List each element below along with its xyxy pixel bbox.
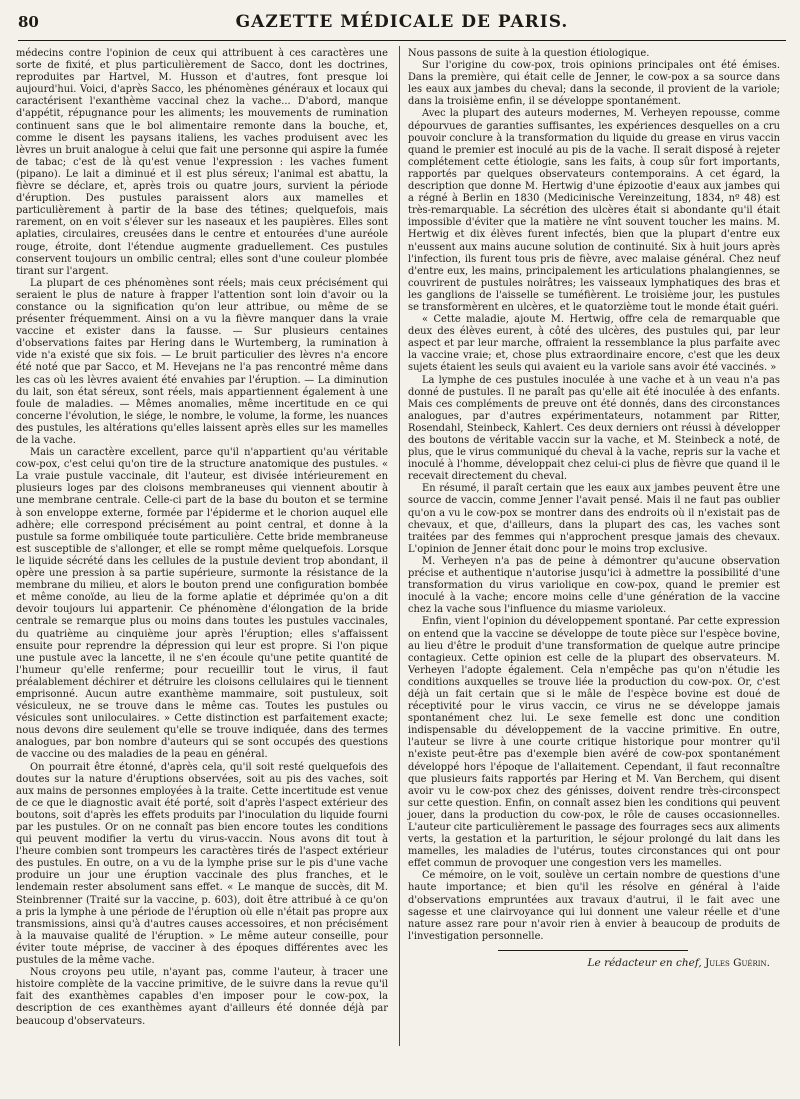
paragraph: La plupart de ces phénomènes sont réels; mais ceux précisément qui seraient le plus de nature à frapper l'attention sont loin d'avoir ou la constance ou la signification qu'on leur attribue, ou même de se présenter fréquemment. Ainsi on a vu la fièvre manquer dans la vraie vaccine et exister dans la fausse. — Sur plusieurs centaines d'observations faites par Hering dans le Wurtemberg, la rumination à vide n'a existé que six fois. — Le bruit particulier des lèvres n'a encore été noté que par Sacco, et M. Hevejans ne l'a pas rencontré même dans les cas où les lèvres avaient été envahies par l'éruption. — La diminution du lait, son état séreux, sont réels, mais appartiennent également à une foule de maladies. — Mêmes anomalies, même incertitude en ce qui concerne l'évolution, le siége, le nombre, le volume, la forme, les nuances des pustules, les altérations qu'elles laissent après elles sur les mamelles de la vache.	[16, 277, 388, 446]
right-column	[408, 48, 780, 969]
paragraph: La lymphe de ces pustules inoculée à une vache et à un veau n'a pas donné de pustules. Il ne paraît pas qu'elle ait été inoculée à des enfants. Mais ces compléments de preuve ont été donnés, dans des circonstances analogues, par d'autres expérimentateurs, notamment par Ritter, Rosendahl, Steinbeck, Kahlert. Ces deux derniers ont réussi à développer des boutons de véritable vaccin sur la vache, et M. Steinbeck a noté, de plus, que le virus communiqué du cheval à la vache, repris sur la vache et inoculé à l'homme, développait chez celui-ci plus de fièvre que quand il le recevait directement du cheval.	[408, 374, 780, 483]
paragraph: « Cette maladie, ajoute M. Hertwig, offre cela de remarquable que deux des élèves eurent, à côté des ulcères, des pustules qui, par leur aspect et par leur marche, offraient la ressemblance la plus parfaite avec la vaccine vraie; et, chose plus extraordinaire encore, c'est que les deux sujets étaient les seuls qui avaient eu la variole sans avoir été vaccinés. »	[408, 314, 780, 374]
signature-role: Le rédacteur en chef,	[587, 956, 702, 969]
page-number: 80	[18, 13, 39, 31]
journal-title: GAZETTE MÉDICALE DE PARIS.	[235, 12, 569, 32]
paragraph: Enfin, vient l'opinion du développement spontané. Par cette expression on entend que la vaccine se développe de toute pièce sur l'espèce bovine, au lieu d'être le produit d'une transformation de quelque autre principe contagieux. Cette opinion est celle de la plupart des observateurs. M. Verheyen l'adopte également. Cela n'empêche pas qu'on n'étudie les conditions auxquelles se trouve liée la production du cow-pox. Or, c'est déjà un fait certain que si le mâle de l'espèce bovine est doué de réceptivité pour le virus vaccin, ce virus ne se développe jamais spontanément chez lui. Le sexe femelle est donc une condition indispensable du développement de la vaccine primitive. En outre, l'auteur se livre à une courte critique historique pour montrer qu'il n'existe peut-être pas d'exemple bien avéré de cow-pox spontanément développé hors l'époque de l'allaitement. Cependant, il faut reconnaître que plusieurs faits rapportés par Hering et M. Van Berchem, qui disent avoir vu le cow-pox chez des génisses, doivent rendre très-circonspect sur cette question. Enfin, on connaît assez bien les conditions qui peuvent jouer, dans la production du cow-pox, le rôle de causes occasionnelles. L'auteur cite particulièrement le passage des fourrages secs aux aliments verts, la gestation et la parturition, le séjour prolongé du lait dans les mamelles, les maladies de l'utérus, toutes circonstances qui ont pour effet commun de provoquer une congestion vers les mamelles.	[408, 616, 780, 870]
right-column-body	[408, 48, 780, 943]
article-end-rule	[498, 950, 688, 951]
page-header	[18, 12, 786, 41]
paragraph: On pourrait être étonné, d'après cela, qu'il soit resté quelquefois des doutes sur la nature d'éruptions observées, soit au pis des vaches, soit aux mains de personnes employées à la traite. Cette incertitude est venue de ce que le diagnostic avait été porté, soit d'après l'aspect extérieur des boutons, soit d'après les effets produits par l'inoculation du liquide fourni par les pustules. Or on ne connaît pas bien encore toutes les conditions qui peuvent modifier la vertu du virus-vaccin. Nous avons dit tout à l'heure combien sont trompeurs les caractères tirés de l'aspect extérieur des pustules. En outre, on a vu de la lymphe prise sur le pis d'une vache produire un jour une éruption vaccinale des plus franches, et le lendemain rester absolument sans effet. « Le manque de succès, dit M. Steinbrenner (Traité sur la vaccine, p. 603), doit être attribué à ce qu'on a pris la lymphe à une période de l'éruption où elle n'était pas propre aux transmissions, ainsi qu'à d'autres causes accessoires, et non précisément à la mauvaise qualité de l'éruption. » Le même auteur conseille, pour éviter toute méprise, de vacciner à des époques différentes avec les pustules de la même vache.	[16, 761, 388, 967]
column-divider	[399, 46, 400, 1046]
signature-name: Jules Guérin.	[705, 956, 770, 969]
paragraph: Nous croyons peu utile, n'ayant pas, comme l'auteur, à tracer une histoire complète de la vaccine primitive, de le suivre dans la revue qu'il fait des exanthèmes capables d'en imposer pour le cow-pox, la description de ces exanthèmes ayant d'ailleurs été donnée déjà par beaucoup d'observateurs.	[16, 967, 388, 1027]
paragraph: Nous passons de suite à la question étiologique.	[408, 48, 650, 59]
paragraph: Mais un caractère excellent, parce qu'il n'appartient qu'au véritable cow-pox, c'est celui qu'on tire de la structure anatomique des pustules. « La vraie pustule vaccinale, dit l'auteur, est divisée intérieurement en plusieurs loges par des cloisons membraneuses qui viennent aboutir à une membrane centrale. Celle-ci part de la base du bouton et se termine à son enveloppe externe, formée par l'épiderme et le chorion auquel elle adhère; elle correspond précisément au point central, et donne à la pustule sa forme ombiliquée toute particulière. Cette bride membraneuse est susceptible de s'allonger, et elle se rompt même quelquefois. Lorsque le liquide sécrété dans les cellules de la pustule devient trop abondant, il opère une pression à sa partie supérieure, surmonte la résistance de la membrane du milieu, et alors le bouton prend une configuration bombée et même conoïde, au lieu de la forme aplatie et déprimée qu'on a dit devoir toujours lui appartenir. Ce phénomène d'élongation de la bride centrale se remarque plus ou moins dans toutes les pustules vaccinales, du quatrième au cinquième jour après l'éruption; elles s'affaissent ensuite pour reprendre la dépression qui leur est propre. Si l'on pique une pustule avec la lancette, il ne s'en écoule qu'une petite quantité de l'humeur qu'elle renferme; pour recueillir tout le virus, il faut préalablement déchirer et détruire les cloisons cellulaires qui le tiennent emprisonné. Aucun autre exanthème mammaire, soit pustuleux, soit vésiculeux, ne se trouve dans le même cas. Toutes les pustules ou vésicules sont uniloculaires. » Cette distinction est parfaitement exacte; nous devons dire seulement qu'elle se trouve indiquée, dans des termes analogues, par bon nombre d'auteurs qui se sont occupés des questions de vaccine ou des maladies de la peau en général.	[16, 447, 388, 761]
paragraph: Sur l'origine du cow-pox, trois opinions principales ont été émises. Dans la première, qui était celle de Jenner, le cow-pox a sa source dans les eaux aux jambes du cheval; dans la seconde, il provient de la variole; dans la troisième enfin, il se développe spontanément.	[408, 60, 780, 108]
left-column	[16, 48, 388, 1028]
paragraph: M. Verheyen n'a pas de peine à démontrer qu'aucune observation précise et authentique n'autorise jusqu'ici à admettre la possibilité d'une transformation du virus variolique en cow-pox, quand le premier est inoculé à la vache; encore moins celle d'une génération de la vaccine chez la vache sous l'influence du miasme varioleux.	[408, 555, 780, 616]
paragraph: Avec la plupart des auteurs modernes, M. Verheyen repousse, comme dépourvues de garanties suffisantes, les expériences desquelles on a cru pouvoir conclure à la transformation du liquide du grease en virus vaccin quand le premier est inoculé au pis de la vache. Il serait disposé à rejeter complétement cette étiologie, sans les faits, à coup sûr fort importants, rapportés par quelques observateurs contemporains. A cet égard, la description que donne M. Hertwig d'une épizootie d'eaux aux jambes qui a régné à Berlin en 1830 (Medicinische Vereinzeitung, 1834, nº 48) est très-remarquable. La sécrétion des ulcères était si abondante qu'il était impossible d'éviter que la matière ne vînt souvent toucher les mains. M. Hertwig et dix élèves furent infectés, bien que la plupart d'entre eux n'eussent aux mains aucune solution de continuité. Six à huit jours après l'infection, ils furent tous pris de fièvre, avec malaise général. Chez neuf d'entre eux, les mains, principalement les articulations phalangiennes, se couvrirent de pustules noirâtres; les vaisseaux lymphatiques des bras et les ganglions de l'aisselle se tuméfièrent. Le troisième jour, les pustules se transformèrent en ulcères, et le quatorzième tout le monde était guéri.	[408, 108, 780, 313]
editor-signature	[408, 957, 780, 969]
paragraph: Ce mémoire, on le voit, soulève un certain nombre de questions d'une haute importance; et bien qu'il les résolve en général à l'aide d'observations empruntées aux travaux d'autrui, il le fait avec une sagesse et une clairvoyance qui lui donnent une valeur réelle et d'une nature assez rare pour n'avoir rien à envier à beaucoup de produits de l'investigation personnelle.	[408, 870, 780, 942]
paragraph: En résumé, il paraît certain que les eaux aux jambes peuvent être une source de vaccin, comme Jenner l'avait pensé. Mais il ne faut pas oublier qu'on a vu le cow-pox se montrer dans des endroits où il n'existait pas de chevaux, et que, d'ailleurs, dans la plupart des cas, les vaches sont traitées par des femmes qui n'approchent presque jamais des chevaux. L'opinion de Jenner était donc pour le moins trop exclusive.	[408, 483, 780, 555]
paragraph: médecins contre l'opinion de ceux qui attribuent à ces caractères une sorte de fixité, et plus particulièrement de Sacco, dont les doctrines, reproduites par Hartvel, M. Husson et d'autres, font presque loi aujourd'hui. Voici, d'après Sacco, les phénomènes généraux et locaux qui caractérisent l'exanthème vaccinal chez la vache... D'abord, manque d'appétit, répugnance pour les aliments; les mouvements de rumination continuent sans que le bol alimentaire remonte dans la bouche, et, comme le disent les paysans italiens, les vaches produisent avec les lèvres un bruit analogue à celui que fait une personne qui aspire la fumée de tabac; c'est de là qu'est venue l'expression : les vaches fument (pipano). Le lait a diminué et il est plus séreux; l'animal est abattu, la fièvre se déclare, et, après trois ou quatre jours, survient la période d'éruption. Des pustules paraissent alors aux mamelles et particulièrement à partir de la base des tétines; quelquefois, mais rarement, on en voit s'élever sur les naseaux et les paupières. Elles sont aplaties, circulaires, creusées dans le centre et entourées d'une auréole rouge, étroite, dont l'étendue augmente graduellement. Ces pustules conservent toujours un ombilic central; elles sont d'une couleur plombée tirant sur l'argent.	[16, 48, 388, 277]
